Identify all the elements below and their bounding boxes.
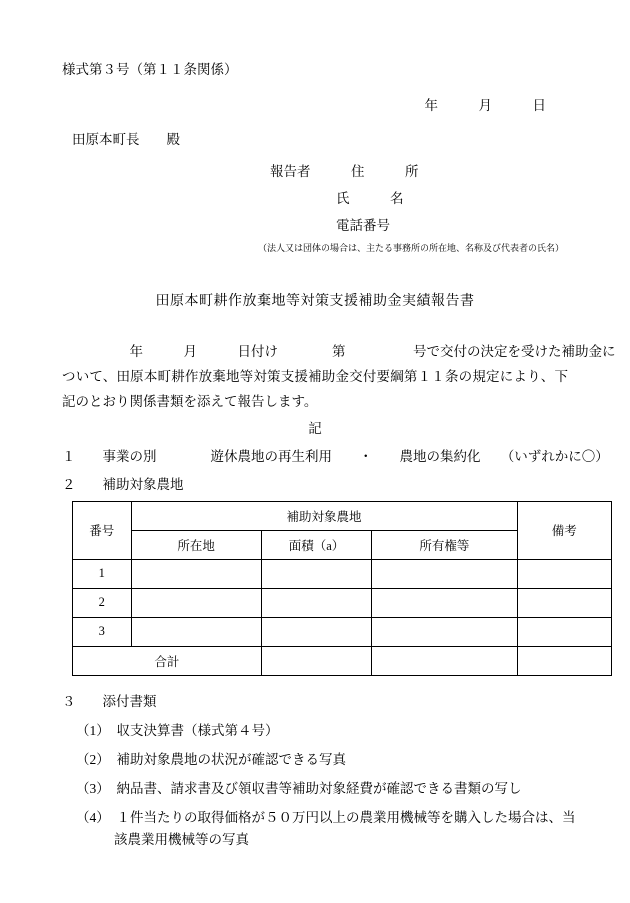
table-row	[73, 559, 612, 588]
reporter-address-row: 報告者 住 所	[270, 164, 419, 179]
row-area[interactable]	[261, 588, 372, 617]
corporate-note: （法人又は団体の場合は、主たる事務所の所在地、名称及び代表者の氏名）	[257, 243, 564, 253]
body-first-line: 年 月 日付け 第 号で交付の決定を受けた補助金に	[62, 344, 616, 359]
ki-marker: 記	[308, 420, 322, 436]
total-area[interactable]	[261, 646, 372, 675]
table-row	[73, 588, 612, 617]
header-group-farmland: 補助対象農地	[131, 501, 517, 530]
row-area[interactable]	[261, 617, 372, 646]
total-label: 合計	[73, 646, 262, 675]
header-location: 所在地	[131, 530, 261, 559]
body-text	[62, 340, 616, 415]
table-total-row	[73, 646, 612, 675]
header-area: 面積（a）	[261, 530, 372, 559]
body-rest: ついて、田原本町耕作放棄地等対策支援補助金交付要綱第１１条の規定により、下記のとおり関係書類を添えて報告します。	[62, 368, 568, 409]
row-ownership[interactable]	[372, 617, 517, 646]
item-1-business-type: １ 事業の別 遊休農地の再生利用 ・ 農地の集約化 （いずれかに〇）	[62, 448, 609, 464]
form-number: 様式第３号（第１１条関係）	[62, 62, 238, 77]
date-line: 年 月 日	[424, 98, 546, 113]
reporter-tel-row: 電話番号	[336, 218, 390, 233]
header-number: 番号	[73, 501, 132, 559]
attachment-item-3: （3） 納品書、請求書及び領収書等補助対象経費が確認できる書類の写し	[76, 780, 522, 796]
attachment-item-4: （4） １件当たりの取得価格が５０万円以上の農業用機械等を購入した場合は、当	[76, 809, 576, 825]
row-area[interactable]	[261, 559, 372, 588]
row-note[interactable]	[517, 617, 611, 646]
row-ownership[interactable]	[372, 588, 517, 617]
item-2-target-farmland: ２ 補助対象農地	[62, 476, 184, 492]
attachment-item-1: （1） 収支決算書（様式第４号）	[76, 722, 279, 738]
row-note[interactable]	[517, 588, 611, 617]
row-location[interactable]	[131, 588, 261, 617]
header-ownership: 所有権等	[372, 530, 517, 559]
row-ownership[interactable]	[372, 559, 517, 588]
row-number: 1	[73, 559, 132, 588]
row-number: 3	[73, 617, 132, 646]
attachment-item-2: （2） 補助対象農地の状況が確認できる写真	[76, 751, 346, 767]
attachment-item-4-continued: 該農業用機械等の写真	[114, 831, 249, 847]
row-number: 2	[73, 588, 132, 617]
row-note[interactable]	[517, 559, 611, 588]
item-3-attachments: ３ 添付書類	[62, 693, 157, 709]
addressee-line: 田原本町長 殿	[72, 132, 180, 147]
target-farmland-table	[72, 501, 612, 676]
total-ownership[interactable]	[372, 646, 517, 675]
row-location[interactable]	[131, 617, 261, 646]
table-row	[73, 617, 612, 646]
page-title: 田原本町耕作放棄地等対策支援補助金実績報告書	[155, 294, 475, 309]
reporter-block	[62, 160, 568, 234]
reporter-name-row: 氏 名	[336, 191, 404, 206]
total-note[interactable]	[517, 646, 611, 675]
row-location[interactable]	[131, 559, 261, 588]
table-header-row-1	[73, 501, 612, 530]
header-note: 備考	[517, 501, 611, 559]
